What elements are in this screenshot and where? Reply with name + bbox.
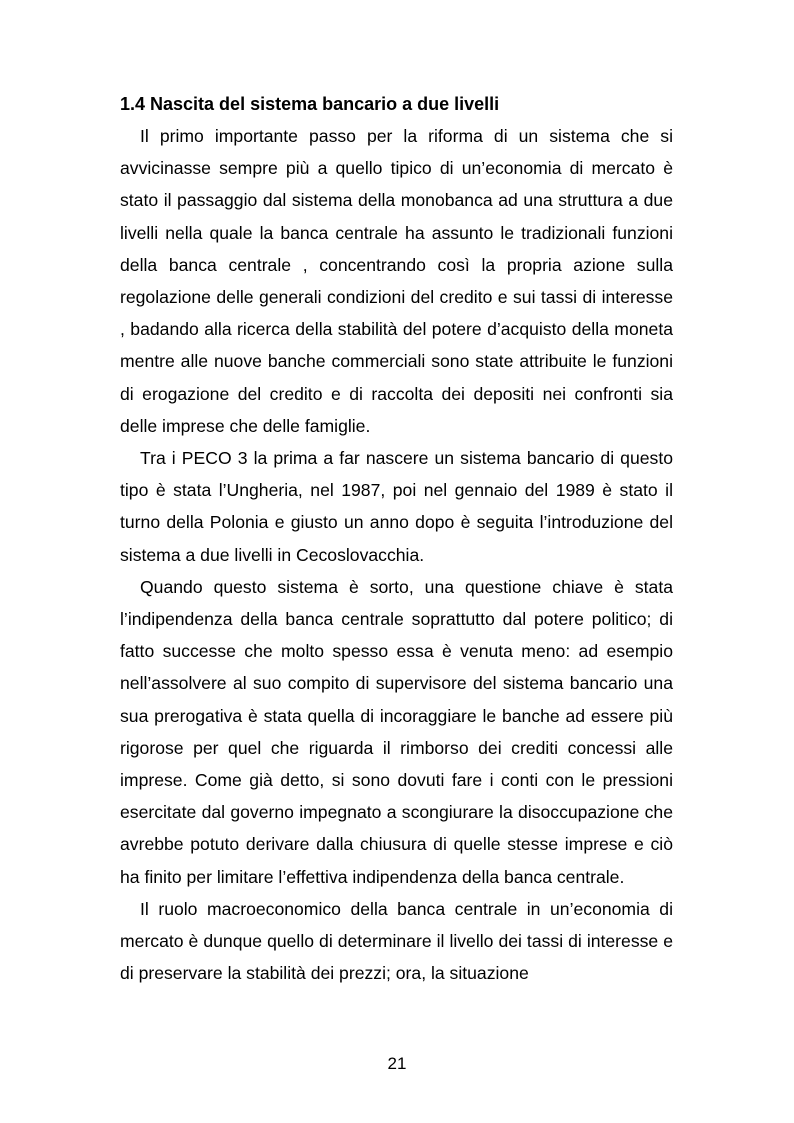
page-number: 21 — [387, 1054, 407, 1073]
paragraph-4: Il ruolo macroeconomico della banca centrale in un’economia di mercato è dunque quello di determinare il livello dei tassi di interesse e di preservare la stabilità dei prezzi; ora, la situazione — [120, 898, 673, 984]
paragraph-1: Il primo importante passo per la riforma di un sistema che si avvicinasse sempre più a quello tipico di un’economia di mercato è stato il passaggio dal sistema della monobanca ad una struttura a due livelli nella quale la banca centrale ha assunto le tradizionali funzioni della banca centrale , concentrando così la propria azione sulla regolazione delle generali condizioni del credito e sui tassi di interesse , badando alla ricerca della stabilità del potere d’acquisto della moneta mentre alle nuove banche commerciali sono state attribuite le funzioni di erogazione del credito e di raccolta dei depositi nei confronti sia delle imprese che delle famiglie. — [120, 126, 673, 436]
paragraph-2: Tra i PECO 3 la prima a far nascere un sistema bancario di questo tipo è stata l’Ungheria, nel 1987, poi nel gennaio del 1989 è stato il turno della Polonia e giusto un anno dopo è seguita l’introduzione del sistema a due livelli in Cecoslovacchia. — [120, 448, 673, 565]
page-body — [120, 88, 673, 989]
paragraph-3: Quando questo sistema è sorto, una questione chiave è stata l’indipendenza della banca centrale soprattutto dal potere politico; di fatto successe che molto spesso essa è venuta meno: ad esempio nell’assolvere al suo compito di supervisore del sistema bancario una sua prerogativa è stata quella di incoraggiare le banche ad essere più rigorose per quel che riguarda il rimborso dei crediti concessi alle imprese. Come già detto, si sono dovuti fare i conti con le pressioni esercitate dal governo impegnato a scongiurare la disoccupazione che avrebbe potuto derivare dalla chiusura di quelle stesse imprese e ciò ha finito per limitare l’effettiva indipendenza della banca centrale. — [120, 576, 673, 887]
section-title: 1.4 Nascita del sistema bancario a due livelli — [120, 94, 500, 114]
